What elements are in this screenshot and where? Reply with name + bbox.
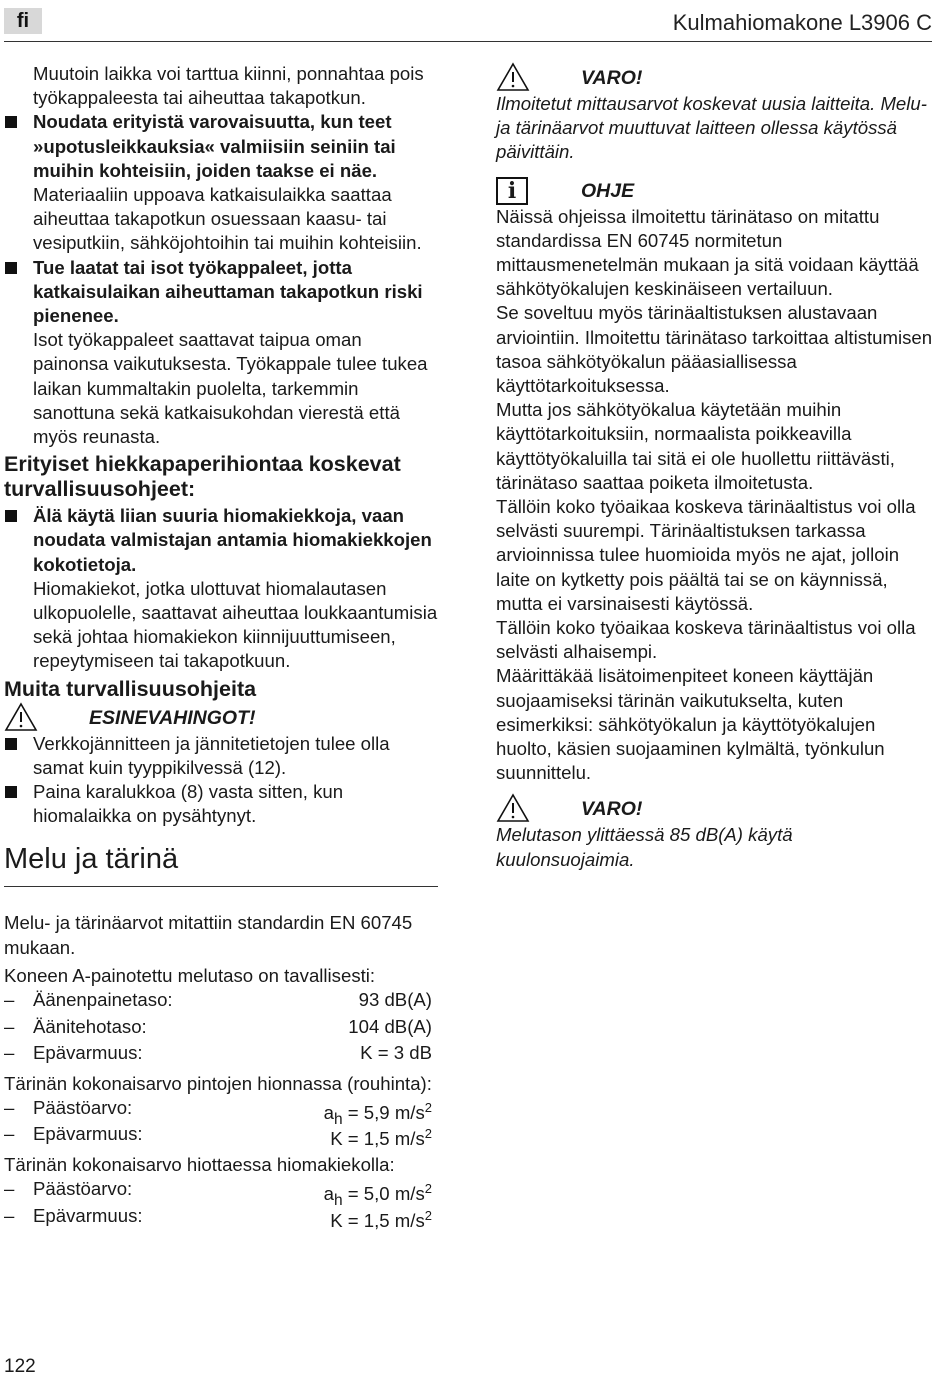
subheading-other-safety: Muita turvallisuusohjeita [4, 676, 257, 701]
spec-value: K = 3 dB [360, 1042, 432, 1064]
bullet-square-icon [5, 786, 17, 798]
bold-instruction: Älä käytä liian suuria hiomakiekkoja, vaan noudata valmistajan antamia hiomakiekkojen kokotietoja. [33, 505, 432, 575]
paragraph: Tärinän kokonaisarvo pintojen hionnassa (rouhinta): [4, 1072, 432, 1094]
bullet-square-icon [5, 262, 17, 274]
value-text: a [323, 1183, 334, 1205]
paragraph: Muutoin laikka voi tarttua kiinni, ponnahtaa pois työkappaleesta tai aiheuttaa takapotkun. [33, 63, 424, 109]
section-rule [4, 886, 438, 887]
value-superscript: 2 [424, 1126, 432, 1142]
value-subscript: h [333, 1191, 343, 1209]
paragraph: Hiomakiekot, jotka ulottuvat hiomalautasen ulkopuolelle, saattavat aiheuttaa loukkaantumisia sekä johtaa hiomakiekon kiinnijuuttumiseen, repeytymiseen tai takapotkuun. [33, 577, 438, 672]
dash-marker: – [4, 1096, 15, 1118]
bullet-square-icon [5, 510, 17, 522]
value-text: = 5,0 m/s [342, 1183, 425, 1205]
paragraph: Materiaaliin uppoava katkaisulaikka saattaa aiheuttaa takapotkun osuessaan kaasu- tai vesiputkiin, sähköjohtoihin tai muihin kohteisiin. [33, 184, 422, 254]
vibration-spec-list-roughing [4, 1096, 440, 1149]
info-icon: i [496, 177, 528, 205]
section-title: Melu ja tärinä [4, 843, 179, 876]
caution-notice [496, 64, 936, 92]
value-text: a [323, 1101, 334, 1123]
spec-row [4, 1096, 440, 1128]
value-subscript: h [333, 1110, 343, 1128]
spec-label: Päästöarvo: [33, 1178, 133, 1199]
spec-value: 93 dB(A) [358, 989, 432, 1011]
paragraph: Isot työkappaleet saattavat taipua oman painonsa vaikutuksesta. Työkappale tulee tukea laikan kummaltakin puolelta, tarkemmin sanottuna sekä katkaisukohdan vierestä että myös reunasta. [33, 329, 428, 448]
caution-text: Ilmoitetut mittausarvot koskevat uusia laitteita. Melu- ja tärinäarvot muuttuvat laitteen ollessa käytössä päivittäin. [496, 93, 927, 163]
dash-marker: – [4, 1015, 15, 1037]
spec-value [330, 1122, 432, 1151]
subheading-sanding: Erityiset hiekkapaperihiontaa koskevat turvallisuusohjeet: [4, 452, 401, 502]
value-text: K = 1,5 m/s [330, 1128, 425, 1150]
vibration-spec-list-disc [4, 1177, 440, 1230]
bullet-square-icon [5, 116, 17, 128]
warning-triangle-icon [496, 62, 530, 98]
dash-marker: – [4, 1042, 15, 1064]
bold-instruction: Tue laatat tai isot työkappaleet, jotta katkaisulaikan aiheuttaman takapotkun riski pienenee. [33, 256, 423, 327]
dash-marker: – [4, 1204, 15, 1226]
header-title: Kulmahiomakone L3906 C [672, 10, 932, 35]
dash-marker: – [4, 1123, 15, 1145]
spec-row [4, 1177, 440, 1209]
paragraph: Paina karalukkoa (8) vasta sitten, kun hiomalaikka on pysähtynyt. [33, 781, 344, 827]
spec-label: Epävarmuus: [33, 1042, 143, 1064]
value-text: = 5,9 m/s [342, 1101, 425, 1123]
info-notice [496, 177, 936, 205]
language-badge: fi [4, 8, 42, 34]
spec-value [330, 1204, 432, 1233]
paragraph: Melu- ja tärinäarvot mitattiin standardin EN 60745 mukaan. [4, 912, 413, 958]
spec-label: Epävarmuus: [33, 1204, 143, 1226]
spec-label: Päästöarvo: [33, 1096, 133, 1118]
list-item [4, 732, 440, 780]
spec-row [4, 1122, 440, 1149]
spec-row [4, 1204, 440, 1231]
left-column [4, 62, 440, 1230]
spec-value: 104 dB(A) [348, 1015, 432, 1037]
page-number: 122 [4, 1356, 36, 1377]
caution-notice [496, 795, 936, 823]
paragraph: Tällöin koko työaikaa koskeva tärinäaltistus voi olla selvästi suurempi. Tärinäaltistuksen tarkassa arvioinnissa tulee huomioida myös ne ajat, jolloin laite on kytketty pois päältä tai se on käynnissä, mutta ei varsinaisesti käytössä. [496, 496, 916, 614]
property-damage-notice [4, 704, 440, 732]
right-column [496, 62, 936, 872]
spec-row [4, 1015, 440, 1042]
caution-text: Melutason ylittäessä 85 dB(A) käytä kuulonsuojaimia. [496, 824, 793, 870]
caution-word: VARO! [581, 798, 643, 821]
paragraph: Tärinän kokonaisarvo hiottaessa hiomakiekolla: [4, 1153, 395, 1175]
warning-triangle-icon [496, 793, 530, 829]
notice-word: ESINEVAHINGOT! [89, 706, 256, 729]
value-text: K = 1,5 m/s [330, 1209, 425, 1231]
caution-word: VARO! [581, 67, 643, 89]
paragraph: Määrittäkää lisätoimenpiteet koneen käyttäjän suojaamiseksi tärinän vaikutukselta, kuten esimerkiksi: sähkötyökalun ja käyttötyökalujen huolto, käsien suojaaminen kylmältä, työnkulun suunnittelu. [496, 665, 885, 784]
spec-row [4, 1041, 440, 1068]
spec-label: Äänenpainetaso: [33, 989, 173, 1011]
list-item [4, 504, 440, 673]
value-superscript: 2 [424, 1181, 432, 1196]
paragraph: Koneen A-painotettu melutaso on tavallisesti: [4, 964, 376, 986]
paragraph: Näissä ohjeissa ilmoitettu tärinätaso on mitattu standardissa EN 60745 normitetun mittausmenetelmän mukaan ja sitä voidaan käyttää sähkötyökalujen keskinäiseen vertailuun. [496, 205, 919, 300]
dash-marker: – [4, 1178, 15, 1199]
paragraph: Mutta jos sähkötyökalua käytetään muihin käyttötarkoituksiin, normaalista poikkeavilla käyttötyökaluilla tai sitä ei ole huollettu riittävästi, tärinätaso saattaa poiketa ilmoitetusta. [496, 399, 895, 493]
header-rule [4, 41, 932, 42]
dash-marker: – [4, 989, 15, 1011]
spec-label: Äänitehotaso: [33, 1015, 147, 1037]
info-word: OHJE [581, 179, 635, 202]
list-item [4, 780, 440, 828]
list-item [4, 110, 440, 255]
paragraph: Se soveltuu myös tärinäaltistuksen alustavaan arviointiin. Ilmoitettu tärinätaso tarkoittaa altistumisen tasoa sähkötyökalun pääasiallisessa käyttötarkoituksessa. [496, 302, 933, 397]
value-superscript: 2 [424, 1099, 432, 1115]
list-item [4, 256, 440, 450]
noise-spec-list [4, 988, 440, 1068]
paragraph: Verkkojännitteen ja jännitetietojen tulee olla samat kuin tyyppikilvessä (12). [33, 732, 390, 778]
spec-row [4, 988, 440, 1015]
paragraph: Tällöin koko työaikaa koskeva tärinäaltistus voi olla selvästi alhaisempi. [496, 617, 916, 663]
spec-label: Epävarmuus: [33, 1123, 143, 1145]
bullet-square-icon [5, 738, 17, 750]
bold-instruction: Noudata erityistä varovaisuutta, kun teet »upotusleikkauksia« valmiisiin seiniin tai muihin kohteisiin, joiden taakse ei näe. [33, 111, 396, 181]
value-superscript: 2 [424, 1207, 432, 1223]
